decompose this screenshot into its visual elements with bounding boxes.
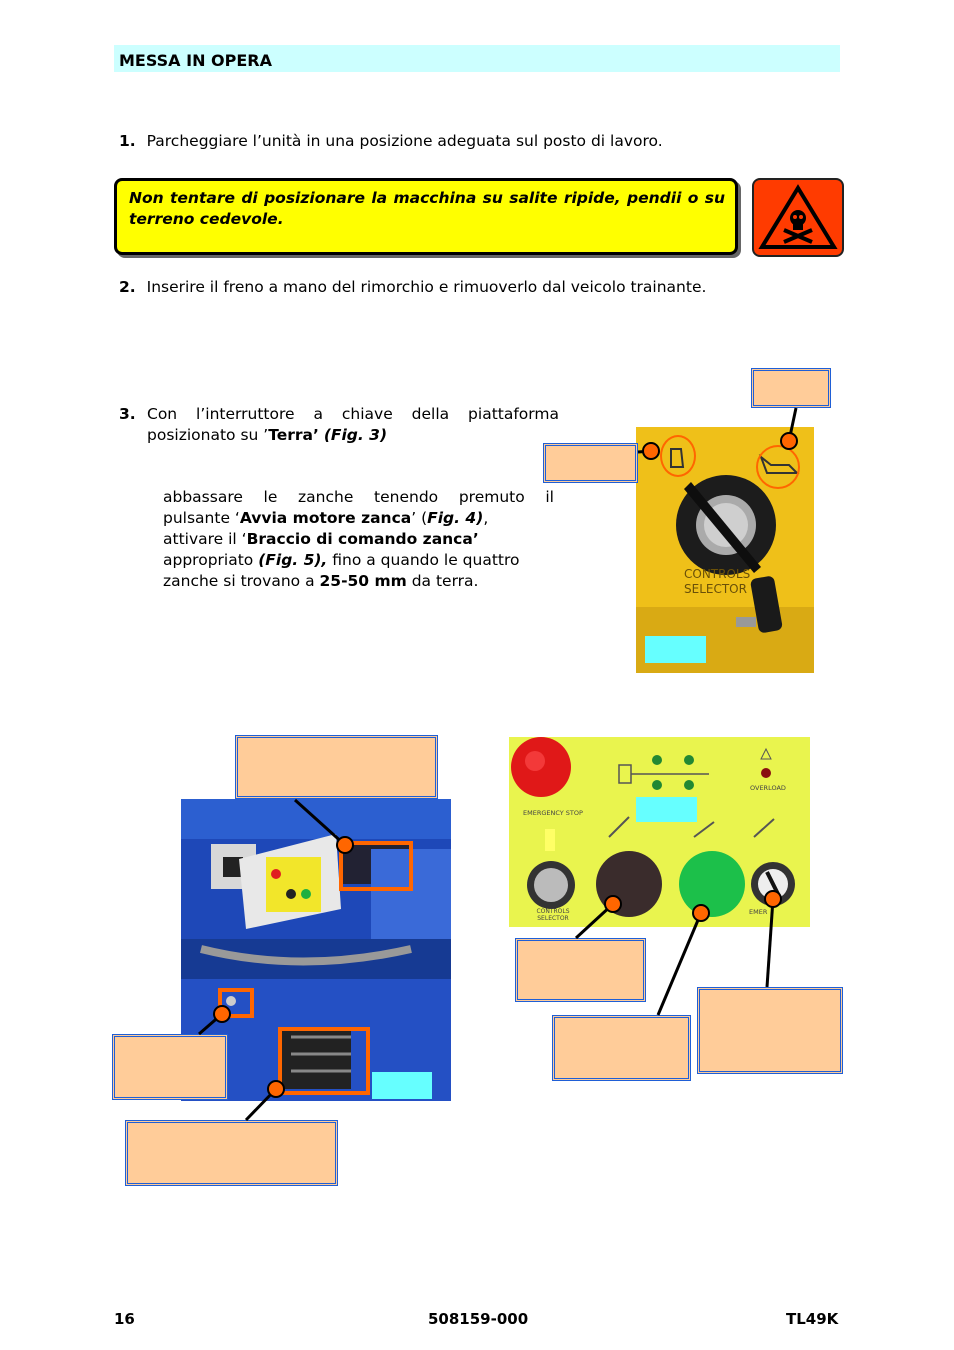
step-text: Inserire il freno a mano del rimorchio e rimuoverlo dal veicolo trainante. <box>146 278 707 296</box>
callout-levers <box>125 1120 338 1186</box>
label-line: SELECTOR <box>684 582 747 596</box>
fig4-tag <box>372 1072 432 1099</box>
callout-stop-button <box>515 938 646 1002</box>
text-run: posizionato su ’ <box>147 426 269 444</box>
text-run: fino a quando le quattro <box>327 551 520 569</box>
callout-start-button <box>552 1015 691 1081</box>
p2-line-2 <box>163 508 554 529</box>
p2-line-3 <box>163 529 554 550</box>
model-code: TL49K <box>786 1310 839 1328</box>
callout-release <box>112 1034 228 1100</box>
warning-box <box>114 178 738 255</box>
step-text: Parcheggiare l’unità in una posizione adeguata sul posto di lavoro. <box>146 132 663 150</box>
emergency-stop-label: EMERGENCY STOP <box>523 809 583 817</box>
controls-selector-label: CONTROLS SELECTOR <box>536 908 570 922</box>
p2-line-5 <box>163 571 554 592</box>
fig-ref: (Fig. 5), <box>258 551 328 569</box>
step-number: 1. <box>119 132 136 150</box>
release-marker <box>218 988 254 1018</box>
text-bold: Braccio di comando zanca’ <box>246 530 479 548</box>
text-run: ’ ( <box>411 509 428 527</box>
fig3-key-selector-photo <box>636 427 814 673</box>
text-bold: Terra’ <box>268 426 319 444</box>
text-run: , <box>483 509 489 527</box>
fig-ref: Fig. 4) <box>427 509 484 527</box>
section-title: MESSA IN OPERA <box>119 51 273 70</box>
emer-label: EMER <box>749 908 768 916</box>
stabilizer-button-marker <box>339 841 413 891</box>
callout-stabilizer-motor <box>235 735 438 799</box>
page-number: 16 <box>114 1310 135 1328</box>
text-run: pulsante ‘ <box>163 509 240 527</box>
step-2 <box>119 277 839 298</box>
p2-line-1: abbassare le zanche tenendo premuto il <box>163 488 554 506</box>
p2-line-4 <box>163 550 554 571</box>
text-run: zanche si trovano a <box>163 572 320 590</box>
skull-crossbones-hazard-icon <box>752 178 844 257</box>
callout-selector-switch <box>697 987 843 1074</box>
fig5-control-panel-photo <box>509 737 810 927</box>
step-number: 3. <box>119 405 136 423</box>
fig5-tag <box>636 797 697 822</box>
overload-label: OVERLOAD <box>750 784 786 792</box>
step3-paragraph <box>163 487 554 592</box>
callout-ground <box>543 443 638 483</box>
levers-marker <box>278 1027 370 1095</box>
step-1 <box>119 131 839 152</box>
document-code: 508159-000 <box>428 1310 529 1328</box>
text-run: appropriato <box>163 551 259 569</box>
step-3 <box>119 404 559 446</box>
text-run: attivare il ‘ <box>163 530 247 548</box>
section-header <box>114 45 840 72</box>
step3-line-b <box>147 425 559 446</box>
text-bold: Avvia motore zanca <box>239 509 412 527</box>
text-bold: 25-50 mm <box>319 572 407 590</box>
fig3-tag <box>645 636 706 663</box>
warning-text: Non tentare di posizionare la macchina su salite ripide, pendii o su terreno cedevole. <box>129 189 725 228</box>
callout-platform <box>751 368 831 408</box>
platform-marker-ring <box>756 445 800 489</box>
controls-selector-label <box>684 567 750 597</box>
terra-marker-ring <box>660 435 696 477</box>
step3-line-a: Con l’interruttore a chiave della piattaforma <box>147 405 559 423</box>
label-line: CONTROLS <box>684 567 751 581</box>
text-run: da terra. <box>406 572 479 590</box>
step-number: 2. <box>119 278 136 296</box>
fig-ref: (Fig. 3) <box>323 426 388 444</box>
